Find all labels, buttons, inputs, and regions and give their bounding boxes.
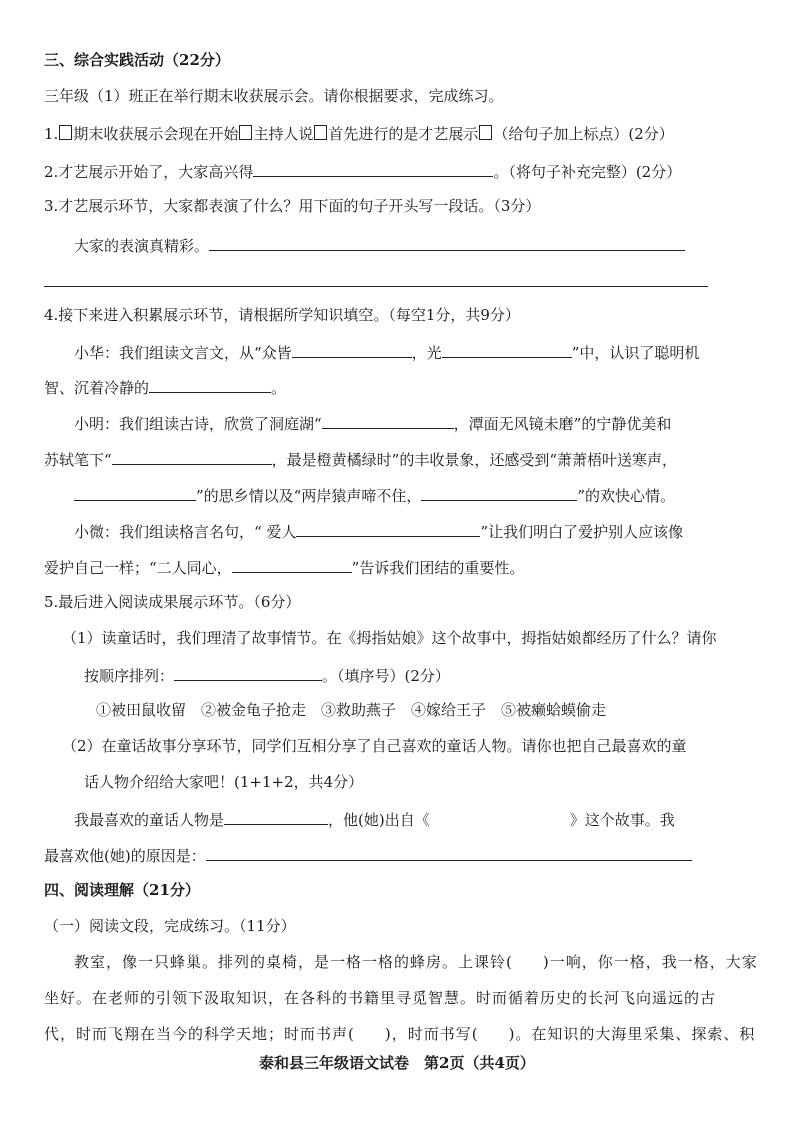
q5-part1-line1: （1）读童话时，我们理清了故事情节。在《拇指姑娘》这个故事中，拇指姑娘都经历了什么？请你 (62, 629, 717, 647)
q5-part2-line1: （2）在童话故事分享环节，同学们互相分享了自己喜欢的童话人物。请你也把自己最喜欢的童 (62, 737, 687, 755)
question-3: 3.才艺展示环节，大家都表演了什么？用下面的句子开头写一段话。（3分） (44, 197, 541, 215)
blank-q4-3[interactable] (149, 374, 271, 393)
section4-subtitle: （一）阅读文段，完成练习。（11分） (44, 917, 296, 935)
q5-fill-1: 我最喜欢的童话人物是 ，他(她)出自《 》这个故事。我 (74, 806, 675, 832)
blank-q4-6[interactable] (74, 482, 196, 501)
blank-q4-4[interactable] (322, 410, 454, 429)
blank-q5-order[interactable] (174, 662, 322, 681)
q5-options: ①被田鼠收留 ②被金龟子抢走 ③救助燕子 ④嫁给王子 ⑤被癞蛤蟆偷走 (96, 701, 607, 719)
punct-box-4[interactable] (479, 125, 492, 140)
blank-q4-9[interactable] (232, 554, 352, 573)
blank-q4-2[interactable] (442, 339, 572, 358)
blank-q4-5[interactable] (112, 446, 272, 465)
q4-xiaowei-2: 爱护自己一样；“二人同心， ”告诉我们团结的重要性。 (44, 554, 524, 580)
question-3-start: 大家的表演真精彩。 (74, 232, 685, 258)
section3-title: 三、综合实践活动（22分） (44, 51, 230, 69)
blank-q4-8[interactable] (296, 518, 480, 537)
question-2: 2.才艺展示开始了，大家高兴得 。（将句子补充完整）(2分） (44, 158, 681, 184)
section3-intro: 三年级（1）班正在举行期末收获展示会。请你根据要求，完成练习。 (44, 87, 504, 105)
blank-q3-line1[interactable] (209, 232, 685, 251)
punct-box-1[interactable] (59, 125, 72, 140)
punct-box-3[interactable] (314, 125, 327, 140)
blank-q5-reason[interactable] (206, 842, 692, 861)
blank-q2[interactable] (253, 158, 493, 177)
reading-line-1: 教室，像一只蜂巢。排列的桌椅，是一格一格的蜂房。上课铃( )一响，你一格，我一格，大家 (74, 953, 758, 971)
q5-part2-line2: 话人物介绍给大家吧！(1+1+2，共4分） (84, 773, 364, 791)
blank-q4-7[interactable] (421, 482, 577, 501)
blank-q4-1[interactable] (292, 339, 412, 358)
punct-box-2[interactable] (239, 125, 252, 140)
question-1: 1. 期末收获展示会现在开始 主持人说 首先进行的是才艺展示 （给句子加上标点）(2分） (44, 125, 674, 143)
question-5-title: 5.最后进入阅读成果展示环节。（6分） (44, 593, 301, 611)
q5-fill-2: 最喜欢他(她)的原因是： (44, 842, 692, 868)
q4-xiaowei-1: 小微：我们组读格言名句，“ 爱人 ”让我们明白了爱护别人应该像 (74, 518, 683, 544)
page-footer: 泰和县三年级语文试卷 第2页（共4页） (259, 1054, 535, 1072)
q4-xiaohua-2: 智、沉着冷静的 。 (44, 374, 286, 400)
reading-line-2: 坐好。在老师的引领下汲取知识，在各科的书籍里寻觅智慧。时而循着历史的长河飞向遥远的古 (44, 989, 717, 1007)
blank-q3-line2[interactable] (44, 268, 708, 294)
blank-q5-character[interactable] (224, 806, 328, 825)
q4-xiaohua-1: 小华：我们组读文言文，从“众皆 ，光 ”中，认识了聪明机 (74, 339, 699, 365)
q4-xiaoming-1: 小明：我们组读古诗，欣赏了洞庭湖“ ，潭面无风镜未磨”的宁静优美和 (74, 410, 671, 436)
reading-line-3: 代，时而飞翔在当今的科学天地；时而书声( )，时而书写( )。在知识的大海里采集、探索、积 (44, 1025, 756, 1043)
question-4-title: 4.接下来进入积累展示环节，请根据所学知识填空。（每空1分，共9分） (44, 306, 520, 324)
q4-xiaoming-3: ”的思乡情以及“两岸猿声啼不住， ”的欢快心情。 (74, 482, 675, 508)
q4-xiaoming-2: 苏轼笔下“ ，最是橙黄橘绿时”的丰收景象，还感受到“萧萧梧叶送寒声， (44, 446, 677, 472)
q5-part1-line2: 按顺序排列： 。（填序号）(2分） (84, 662, 450, 688)
section4-title: 四、阅读理解（21分） (44, 881, 200, 899)
